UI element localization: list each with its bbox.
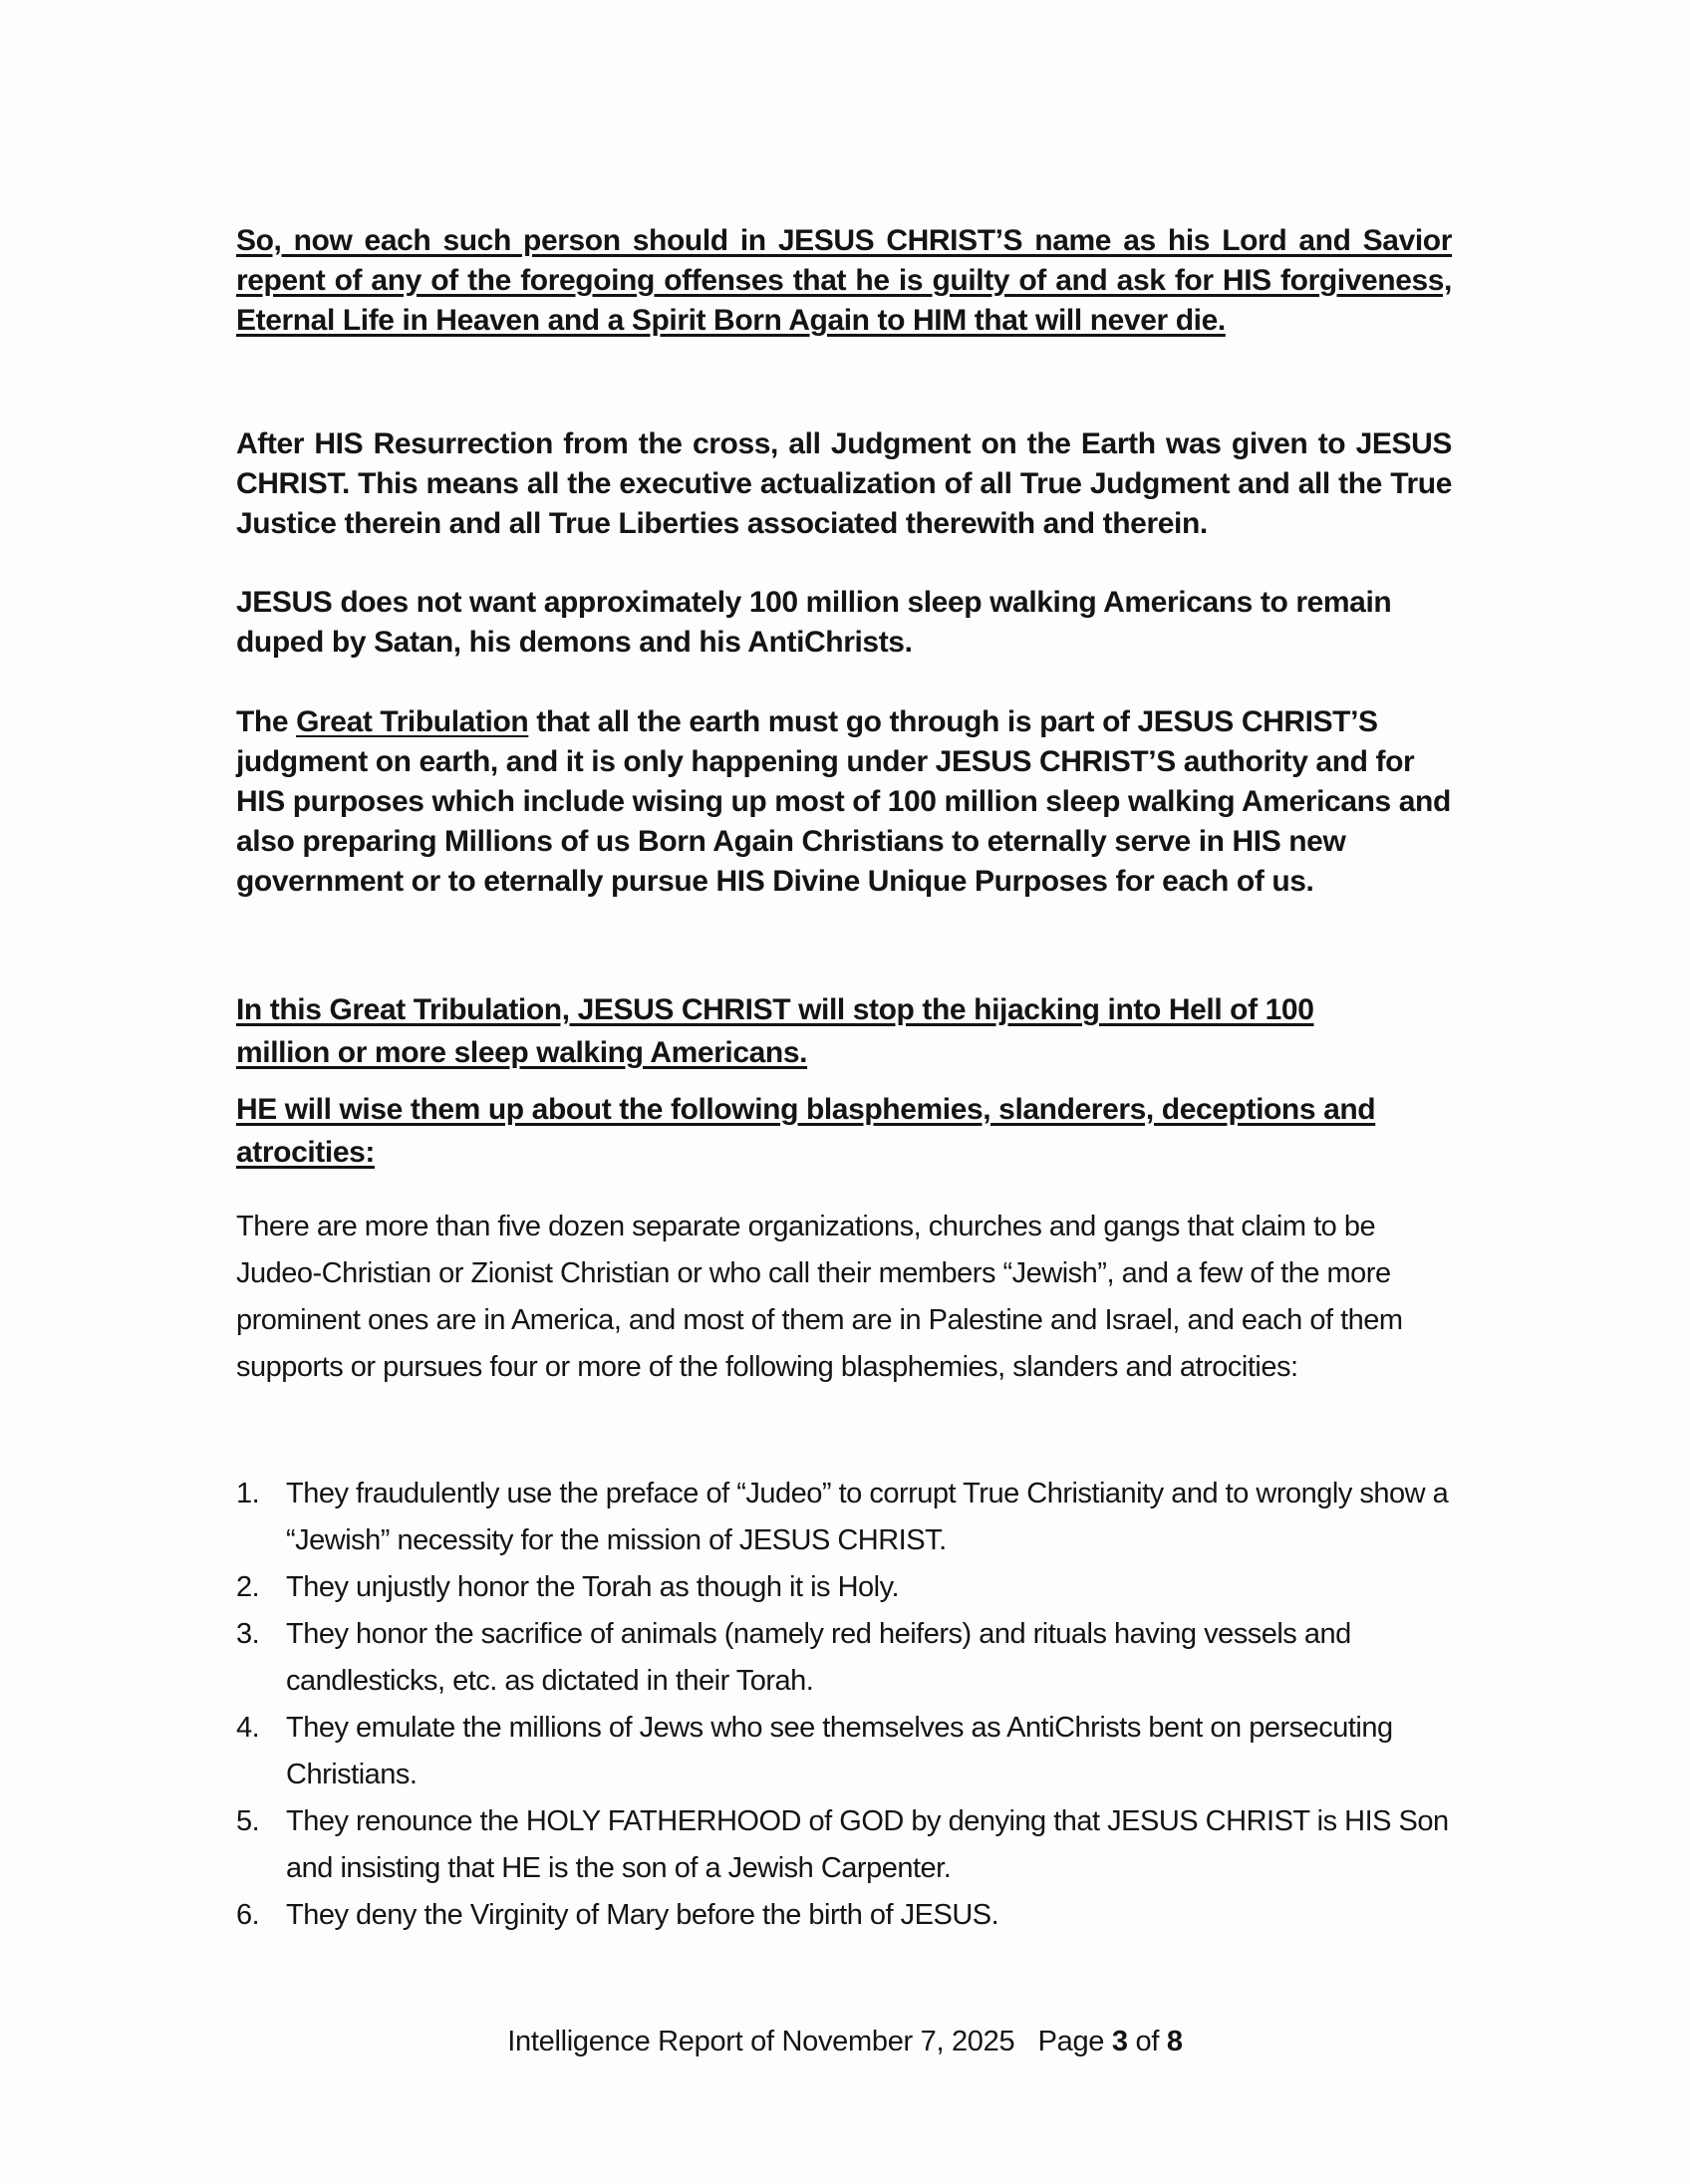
list-item-text: They renounce the HOLY FATHERHOOD of GOD by denying that JESUS CHRIST is HIS Son and insisting that HE is the son of a Jewish Carpenter.: [286, 1805, 1449, 1884]
great-tribulation-term: Great Tribulation: [296, 705, 529, 738]
page-footer: [0, 2026, 1690, 2058]
list-item-number: 2.: [236, 1571, 260, 1603]
list-item-text: They deny the Virginity of Mary before the birth of JESUS.: [286, 1899, 999, 1931]
list-item: [236, 1564, 1452, 1611]
paragraph-resurrection-judgment: After HIS Resurrection from the cross, all Judgment on the Earth was given to JESUS CHRIST. This means all the executive actualization of all True Judgment and all the True Justice therein and all True Liberties associated therewith and therein.: [236, 427, 1452, 540]
footer-page-word: Page: [1037, 2026, 1105, 2057]
paragraph-organizations: There are more than five dozen separate organizations, churches and gangs that claim to be Judeo-Christian or Zionist Christian or who call their members “Jewish”, and a few of the more prominent ones are in America, and most of them are in Palestine and Israel, and each of them supports or pursues four or more of the following blasphemies, slanders and atrocities:: [236, 1211, 1403, 1383]
list-item-number: 4.: [236, 1712, 260, 1744]
list-item-number: 1.: [236, 1478, 260, 1509]
paragraph-wise-them-up: HE will wise them up about the following blasphemies, slanderers, deceptions and atrocities:: [236, 1093, 1376, 1169]
list-item: [236, 1611, 1452, 1705]
list-item-text: They emulate the millions of Jews who see themselves as AntiChrists bent on persecuting Christians.: [286, 1712, 1393, 1790]
paragraph-great-tribulation: [236, 702, 1452, 902]
list-item: [236, 1705, 1452, 1798]
list-item: [236, 1471, 1452, 1564]
footer-page-current: 3: [1111, 2026, 1128, 2057]
list-item-text: They unjustly honor the Torah as though it is Holy.: [286, 1571, 900, 1603]
paragraph-repentance: So, now each such person should in JESUS CHRIST’S name as his Lord and Savior repent of any of the foregoing offenses that he is guilty of and ask for HIS forgiveness, Eternal Life in Heaven and a Spirit Born Again to HIM that will never die.: [236, 224, 1452, 337]
list-item-number: 3.: [236, 1618, 260, 1650]
great-tribulation-body: that all the earth must go through is part of JESUS CHRIST’S judgment on earth, and it is only happening under JESUS CHRIST’S authority and for HIS purposes which include wising up most of 100 million sleep walking Americans and also preparing Millions of us Born Again Christians to eternally serve in HIS new government or to eternally pursue HIS Divine Unique Purposes for each of us.: [236, 705, 1451, 898]
list-item-text: They honor the sacrifice of animals (namely red heifers) and rituals having vessels and candlesticks, etc. as dictated in their Torah.: [286, 1618, 1351, 1697]
blasphemies-list: [236, 1471, 1452, 1939]
footer-page-total: 8: [1166, 2026, 1183, 2057]
paragraph-stop-hijacking: In this Great Tribulation, JESUS CHRIST will stop the hijacking into Hell of 100 million or more sleep walking Americans.: [236, 993, 1314, 1069]
footer-report-label: Intelligence Report of November 7, 2025: [507, 2026, 1015, 2057]
list-item-number: 6.: [236, 1899, 260, 1931]
paragraph-sleepwalking-americans: JESUS does not want approximately 100 million sleep walking Americans to remain duped by Satan, his demons and his AntiChrists.: [236, 586, 1392, 659]
list-item-number: 5.: [236, 1805, 260, 1837]
footer-of-word: of: [1135, 2026, 1160, 2057]
list-item-text: They fraudulently use the preface of “Judeo” to corrupt True Christianity and to wrongly show a “Jewish” necessity for the mission of JESUS CHRIST.: [286, 1478, 1449, 1556]
list-item: [236, 1892, 1452, 1939]
list-item: [236, 1798, 1452, 1892]
great-tribulation-prefix: The: [236, 705, 297, 738]
